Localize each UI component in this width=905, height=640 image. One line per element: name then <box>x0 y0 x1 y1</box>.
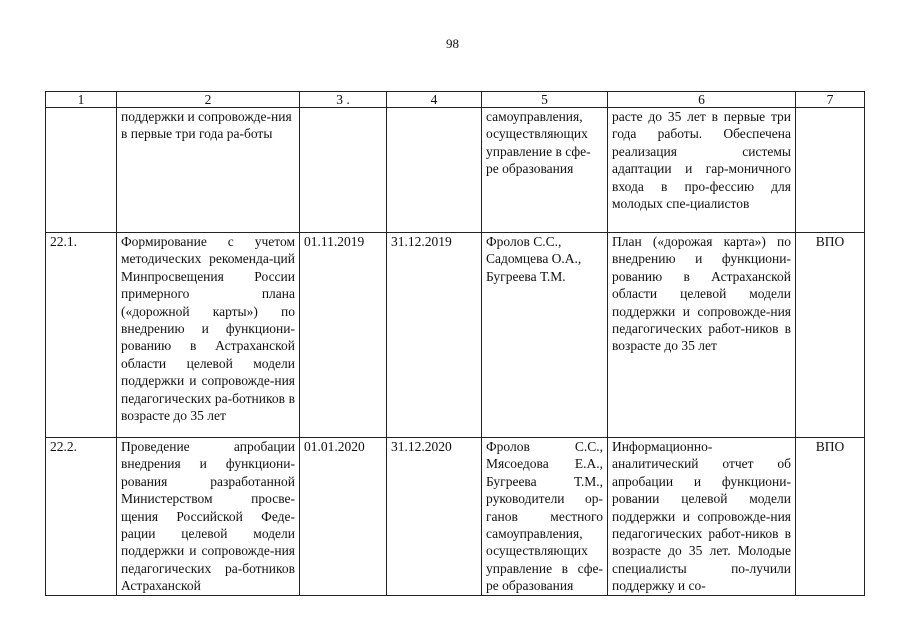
measure-cell: Проведение апробации внедрения и функциони-рования разработанной Министерством просве-щения Российской Феде-рации целевой модели поддержки и сопровожде-ния педагогических ра-ботников Астраханской <box>117 438 300 596</box>
responsible-cell: Фролов С.С., Мясоедова Е.А., Бугреева Т.М., руководители ор-ганов местного самоуправления, осуществляющих управление в сфе-ре образования <box>482 438 608 596</box>
end-date-cell: 31.12.2019 <box>387 233 482 438</box>
start-date-cell: 01.01.2020 <box>300 438 387 596</box>
column-header-4: 4 <box>387 92 482 108</box>
type-cell: ВПО <box>796 438 865 596</box>
column-header-5: 5 <box>482 92 608 108</box>
column-number-row <box>46 92 865 108</box>
row-number: 22.2. <box>46 438 117 596</box>
start-date-cell: 01.11.2019 <box>300 233 387 438</box>
page-number: 98 <box>446 36 459 51</box>
column-header-6: 6 <box>608 92 796 108</box>
responsible-cell: Фролов С.С., Садомцева О.А., Бугреева Т.М. <box>482 233 608 438</box>
result-cell: расте до 35 лет в первые три года работы. Обеспечена реализация системы адаптации и гар-моничного входа в про-фессию для молодых спе-циалистов <box>608 108 796 233</box>
row-number: 22.1. <box>46 233 117 438</box>
responsible-cell: самоуправления, осуществляющих управление в сфе-ре образования <box>482 108 608 233</box>
table-row <box>46 233 865 438</box>
result-cell: План («дорожая карта») по внедрению и функциони-рованию в Астраханской области целевой модели поддержки и сопровожде-ния педагогических работ-ников в возрасте до 35 лет <box>608 233 796 438</box>
column-header-3: 3 . <box>300 92 387 108</box>
column-header-1: 1 <box>46 92 117 108</box>
measure-cell: Формирование с учетом методических рекоменда-ций Минпросвещения России примерного плана («дорожной карты») по внедрению и функциони-рованию в Астраханской области целевой модели поддержки и сопровожде-ния педагогических ра-ботников в возрасте до 35 лет <box>117 233 300 438</box>
row-number <box>46 108 117 233</box>
result-cell: Информационно-аналитический отчет об апробации и функциони-ровании целевой модели поддержки и сопровожде-ния педагогических работ-ников в возрасте до 35 лет. Молодые специалисты по-лучили поддержку и со- <box>608 438 796 596</box>
start-date-cell <box>300 108 387 233</box>
table-row <box>46 108 865 233</box>
measure-cell: поддержки и сопровожде-ния в первые три года ра-боты <box>117 108 300 233</box>
plan-table <box>45 91 865 596</box>
type-cell <box>796 108 865 233</box>
column-header-7: 7 <box>796 92 865 108</box>
table-row <box>46 438 865 596</box>
type-cell: ВПО <box>796 233 865 438</box>
end-date-cell <box>387 108 482 233</box>
column-header-2: 2 <box>117 92 300 108</box>
end-date-cell: 31.12.2020 <box>387 438 482 596</box>
